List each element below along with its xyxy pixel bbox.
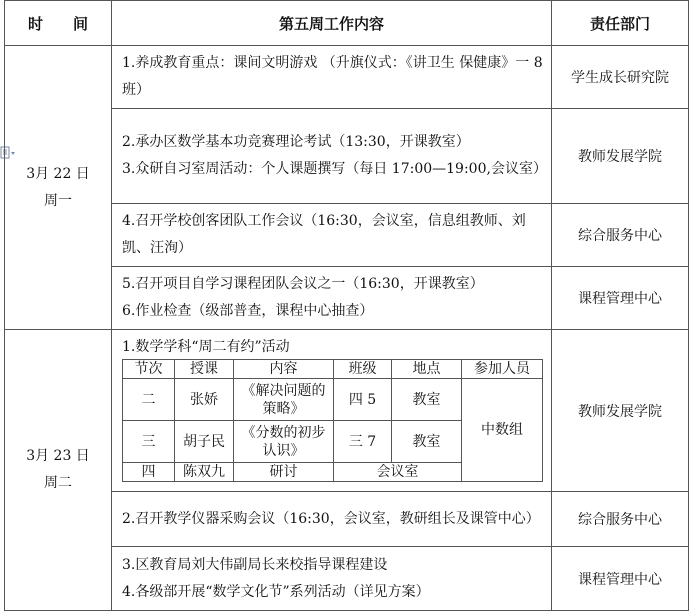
col-period: 节次 xyxy=(123,360,175,379)
task-content xyxy=(112,547,552,611)
col-class: 班级 xyxy=(334,360,392,379)
teacher-cell: 陈双九 xyxy=(175,463,234,482)
content-cell: 《解决问题的策略》 xyxy=(234,379,334,421)
header-content: 第五周工作内容 xyxy=(112,1,552,46)
teacher-cell: 张娇 xyxy=(175,379,234,421)
task-line: 3.众研自习室周活动：个人课题撰写（每日 17:00—19:00,会议室） xyxy=(122,161,547,177)
period-cell: 四 xyxy=(123,463,175,482)
task-content xyxy=(112,492,552,547)
weekday-label: 周二 xyxy=(44,475,72,491)
dept-cell: 课程管理中心 xyxy=(552,267,689,330)
day-cell-monday xyxy=(5,46,112,330)
task-content xyxy=(112,267,552,330)
teacher-cell: 胡子民 xyxy=(175,421,234,463)
place-cell: 教室 xyxy=(392,379,462,421)
dept-cell: 综合服务中心 xyxy=(552,204,689,267)
class-cell: 四 5 xyxy=(334,379,392,421)
dept-cell: 综合服务中心 xyxy=(552,492,689,547)
dept-cell: 课程管理中心 xyxy=(552,547,689,611)
activity-row xyxy=(123,379,543,421)
col-place: 地点 xyxy=(392,360,462,379)
task-content xyxy=(112,46,552,109)
weekday-label: 周一 xyxy=(44,192,72,209)
activity-title: 1.数学学科“周二有约”活动 xyxy=(122,339,290,355)
period-cell: 三 xyxy=(123,421,175,463)
day-cell-tuesday xyxy=(5,330,112,611)
content-cell: 《分数的初步认识》 xyxy=(234,421,334,463)
table-row xyxy=(5,330,689,492)
class-cell: 三 7 xyxy=(334,421,392,463)
participants-cell: 中数组 xyxy=(462,379,543,482)
content-cell: 研讨 xyxy=(234,463,334,482)
task-content xyxy=(112,204,552,267)
table-row xyxy=(5,46,689,109)
activity-header-row xyxy=(123,360,543,379)
schedule-table xyxy=(4,0,689,611)
date-label: 3月 23 日 xyxy=(26,448,90,464)
header-row xyxy=(5,1,689,46)
dept-cell: 学生成长研究院 xyxy=(552,46,689,109)
dept-cell: 教师发展学院 xyxy=(552,330,689,492)
task-line: 5.召开项目自学习课程团队会议之一（16:30，开课教室） xyxy=(122,276,484,292)
place-cell: 会议室 xyxy=(334,463,462,482)
period-cell: 二 xyxy=(123,379,175,421)
task-line: 4.各级部开展“数学文化节”系列活动（详见方案） xyxy=(122,583,430,600)
task-content xyxy=(112,109,552,204)
date-label: 3月 22 日 xyxy=(26,165,90,182)
task-line: 2.承办区数学基本功竞赛理论考试（13:30，开课教室） xyxy=(122,134,470,150)
task-content xyxy=(112,330,552,492)
activity-table xyxy=(122,359,543,482)
task-line: 6.作业检查（级部普查，课程中心抽查） xyxy=(122,303,374,319)
task-line: 1.养成教育重点：课间文明游戏 （升旗仪式：《讲卫生 保健康》一 8 班） xyxy=(122,55,543,98)
place-cell: 教室 xyxy=(392,421,462,463)
header-time: 时 间 xyxy=(5,1,112,46)
task-line: 3.区教育局刘大伟副局长来校指导课程建设 xyxy=(122,556,388,573)
col-content: 内容 xyxy=(234,360,334,379)
dept-cell: 教师发展学院 xyxy=(552,109,689,204)
header-dept: 责任部门 xyxy=(552,1,689,46)
col-participants: 参加人员 xyxy=(462,360,543,379)
task-line: 2.召开教学仪器采购会议（16:30，会议室，教研组长及课管中心） xyxy=(122,510,540,527)
col-teacher: 授课 xyxy=(175,360,234,379)
task-line: 4.召开学校创客团队工作会议（16:30，会议室，信息组教师、刘凯、汪洵） xyxy=(122,213,526,256)
